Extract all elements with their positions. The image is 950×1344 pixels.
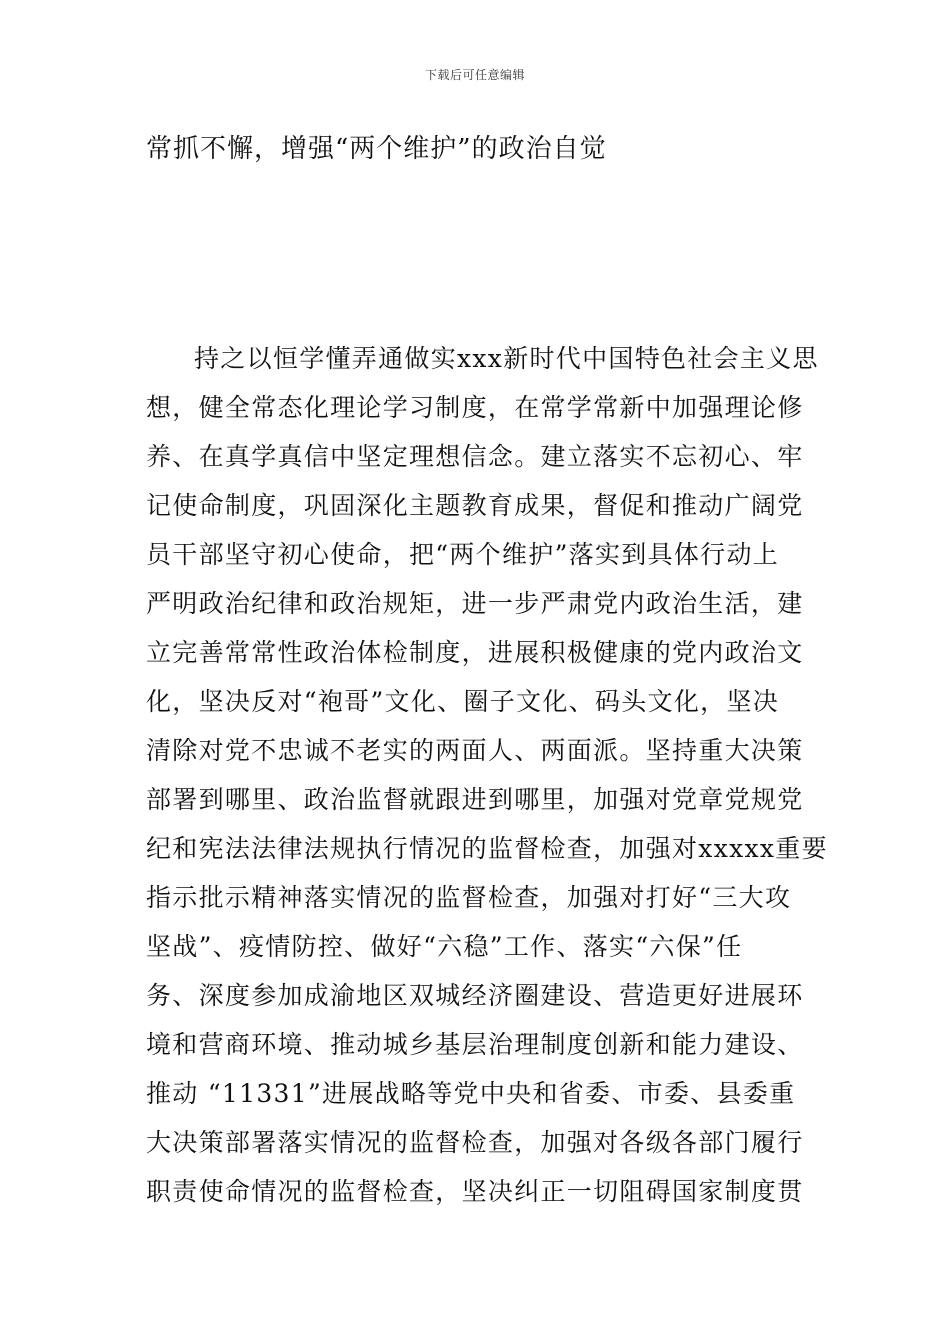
paragraph-line: 员干部坚守初心使命，把“两个维护”落实到具体行动上 [146,540,780,569]
paragraph-line: 严明政治纪律和政治规矩，进一步严肃党内政治生活，建 [146,589,804,618]
paragraph-line: 大决策部署落实情况的监督检查，加强对各级各部门履行 [146,1128,804,1157]
paragraph-line: 立完善常常性政治体检制度，进展积极健康的党内政治文 [146,638,804,667]
document-title: 常抓不懈，增强“两个维护”的政治自觉 [146,134,607,164]
paragraph-line: 指示批示精神落实情况的监督检查，加强对打好“三大攻 [146,883,792,912]
paragraph-line: 养、在真学真信中坚定理想信念。建立落实不忘初心、牢 [146,442,804,471]
paragraph-line: 清除对党不忠诚不老实的两面人、两面派。坚持重大决策 [146,736,804,765]
paragraph-line: 境和营商环境、推动城乡基层治理制度创新和能力建设、 [146,1030,804,1059]
paragraph-line: 职责使命情况的监督检查，坚决纠正一切阻碍国家制度贯 [146,1177,804,1206]
paragraph-line: 化，坚决反对“袍哥”文化、圈子文化、码头文化，坚决 [146,687,780,716]
paragraph-line: 想，健全常态化理论学习制度，在常学常新中加强理论修 [146,393,804,422]
paragraph-line: 部署到哪里、政治监督就跟进到哪里，加强对党章党规党 [146,785,804,814]
body-paragraph [146,334,828,1216]
header-note: 下载后可任意编辑 [424,68,525,82]
paragraph-line: 持之以恒学懂弄通做实xxx新时代中国特色社会主义思 [194,344,819,373]
paragraph-line: 务、深度参加成渝地区双城经济圈建设、营造更好进展环 [146,981,804,1010]
paragraph-line: 坚战”、疫情防控、做好“六稳”工作、落实“六保”任 [146,932,743,961]
paragraph-line: 纪和宪法法律法规执行情况的监督检查，加强对xxxxx重要 [146,834,828,863]
paragraph-line: 推动 “11331”进展战略等党中央和省委、市委、县委重 [146,1079,796,1108]
paragraph-line: 记使命制度，巩固深化主题教育成果，督促和推动广阔党 [146,491,804,520]
